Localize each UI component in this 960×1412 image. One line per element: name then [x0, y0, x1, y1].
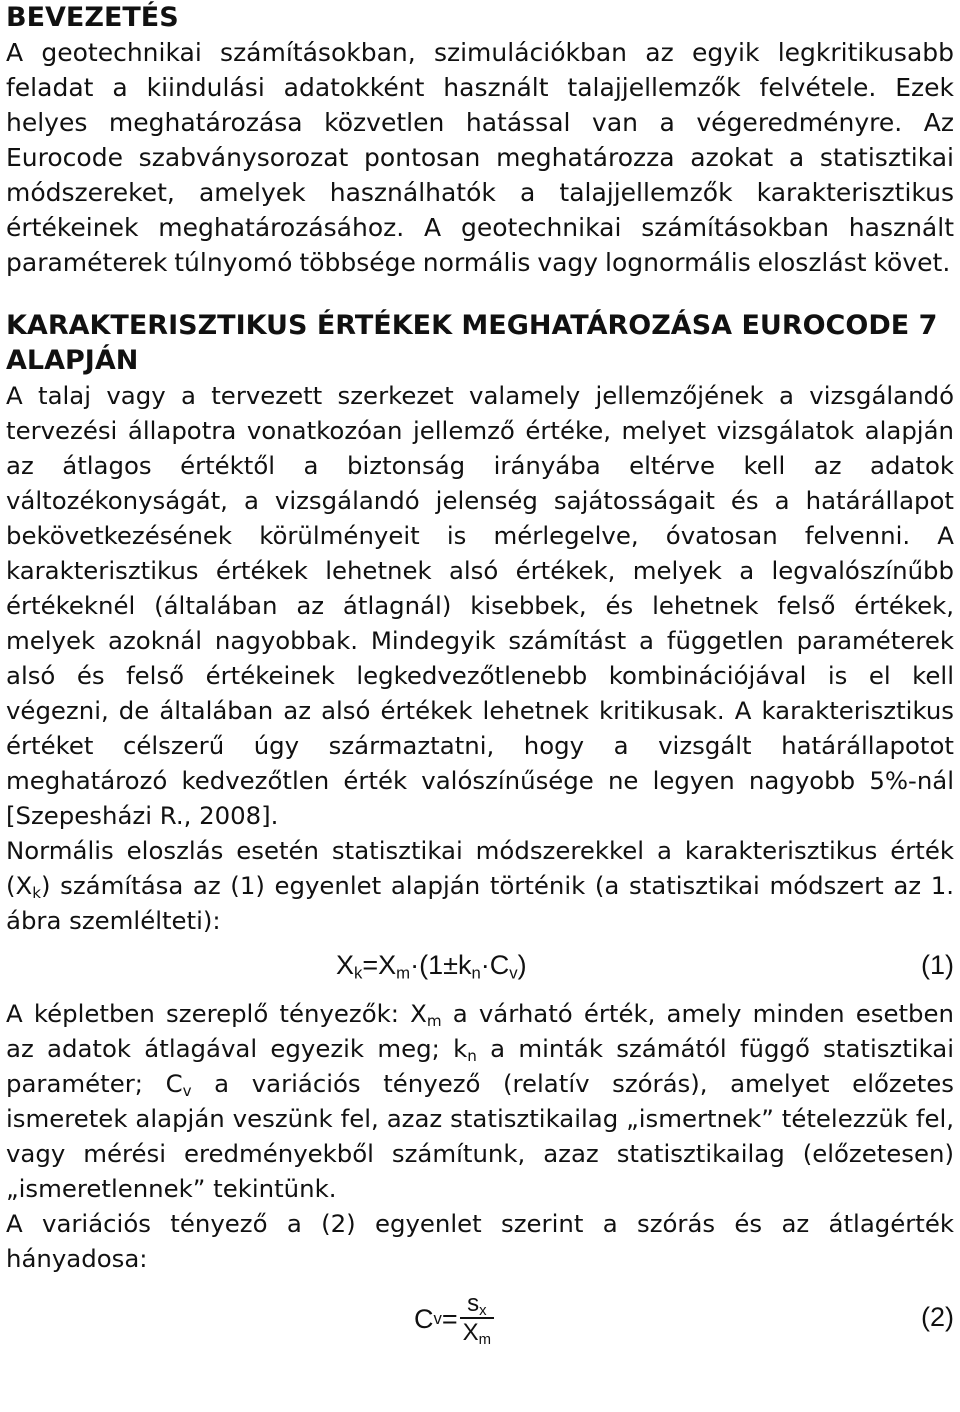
variation-paragraph: A variációs tényező a (2) egyenlet szerint a szórás és az átlagérték hányadosa: — [6, 1209, 954, 1273]
equation-2-fraction: $\frac{s_x}{X_m}$ — [460, 1292, 494, 1346]
section-heading: KARAKTERISZTIKUS ÉRTÉKEK MEGHATÁROZÁSA EUROCODE 7 ALAPJÁN — [6, 310, 938, 376]
explanation-paragraph: A képletben szereplő tényezők: $X_m$ a várható érték, amely minden esetben az adatok átlagával egyezik meg; $k_n$ a minták számától függő statisztikai paraméter; $C_v$ a variációs tényező (relatív szórás), amelyet előzetes ismeretek alapján veszünk fel, azaz statisztikailag „ismertnek” tételezzük fel, vagy mérési eredményekből számítunk, azaz statisztikailag (előzetesen) „ismeretlennek” tekintünk. — [6, 999, 954, 1203]
equation-1 — [6, 938, 954, 996]
equation-2-formula: C v = $\frac{s_x}{X_m}$ — [414, 1292, 494, 1346]
equation-2 — [6, 1276, 954, 1356]
equation-2-number: (2) — [921, 1302, 954, 1332]
section-paragraph-1: A talaj vagy a tervezett szerkezet valamely jellemzőjének a vizsgálandó tervezési állapotra vonatkozóan jellemző értéke, melyet vizsgálatok alapján az átlagos értéktől a biztonság irányába eltérve kell az adatok változékonyságát, a vizsgálandó jelenség sajátosságait és a határállapot bekövetkezésének körülményeit is mérlegelve, óvatosan felvenni. A karakterisztikus értékek lehetnek alsó értékek, melyek a legvalószínűbb értékeknél (általában az átlagnál) kisebbek, és lehetnek felső értékek, melyek azoknál nagyobbak. Mindegyik számítást a független paraméterek alsó és felső értékeinek legkedvezőtlenebb kombinációjával is el kell végezni, de általában az alsó értékek lehetnek kritikusak. A karakterisztikus értéket célszerű úgy származtatni, hogy a vizsgált határállapotot meghatározó kedvezőtlen érték valószínűsége ne legyen nagyobb 5%-nál [Szepesházi R., 2008]. — [6, 381, 954, 830]
section-gap — [6, 280, 954, 308]
intro-paragraph: A geotechnikai számításokban, szimulációkban az egyik legkritikusabb feladat a kiindulási adatokként használt talajjellemzők felvétele. Ezek helyes meghatározása közvetlen hatással van a végeredményre. Az Eurocode szabványsorozat pontosan meghatározza azokat a statisztikai módszereket, amelyek használhatók a talajjellemzők karakterisztikus értékeinek meghatározásához. A geotechnikai számításokban használt paraméterek túlnyomó többsége normális vagy lognormális eloszlást követ. — [6, 38, 954, 277]
equation-1-formula: $X_k=X_m\cdot(1\pm k_n\cdot C_v)$ — [336, 950, 527, 983]
equation-1-number: (1) — [921, 950, 954, 980]
section-paragraph-2: Normális eloszlás esetén statisztikai módszerekkel a karakterisztikus érték $(X_k)$ számítása az (1) egyenlet alapján történik (a statisztikai módszert az 1. ábra szemlélteti): — [6, 836, 954, 935]
intro-heading: BEVEZETÉS — [6, 2, 179, 33]
document-page — [6, 0, 954, 1356]
